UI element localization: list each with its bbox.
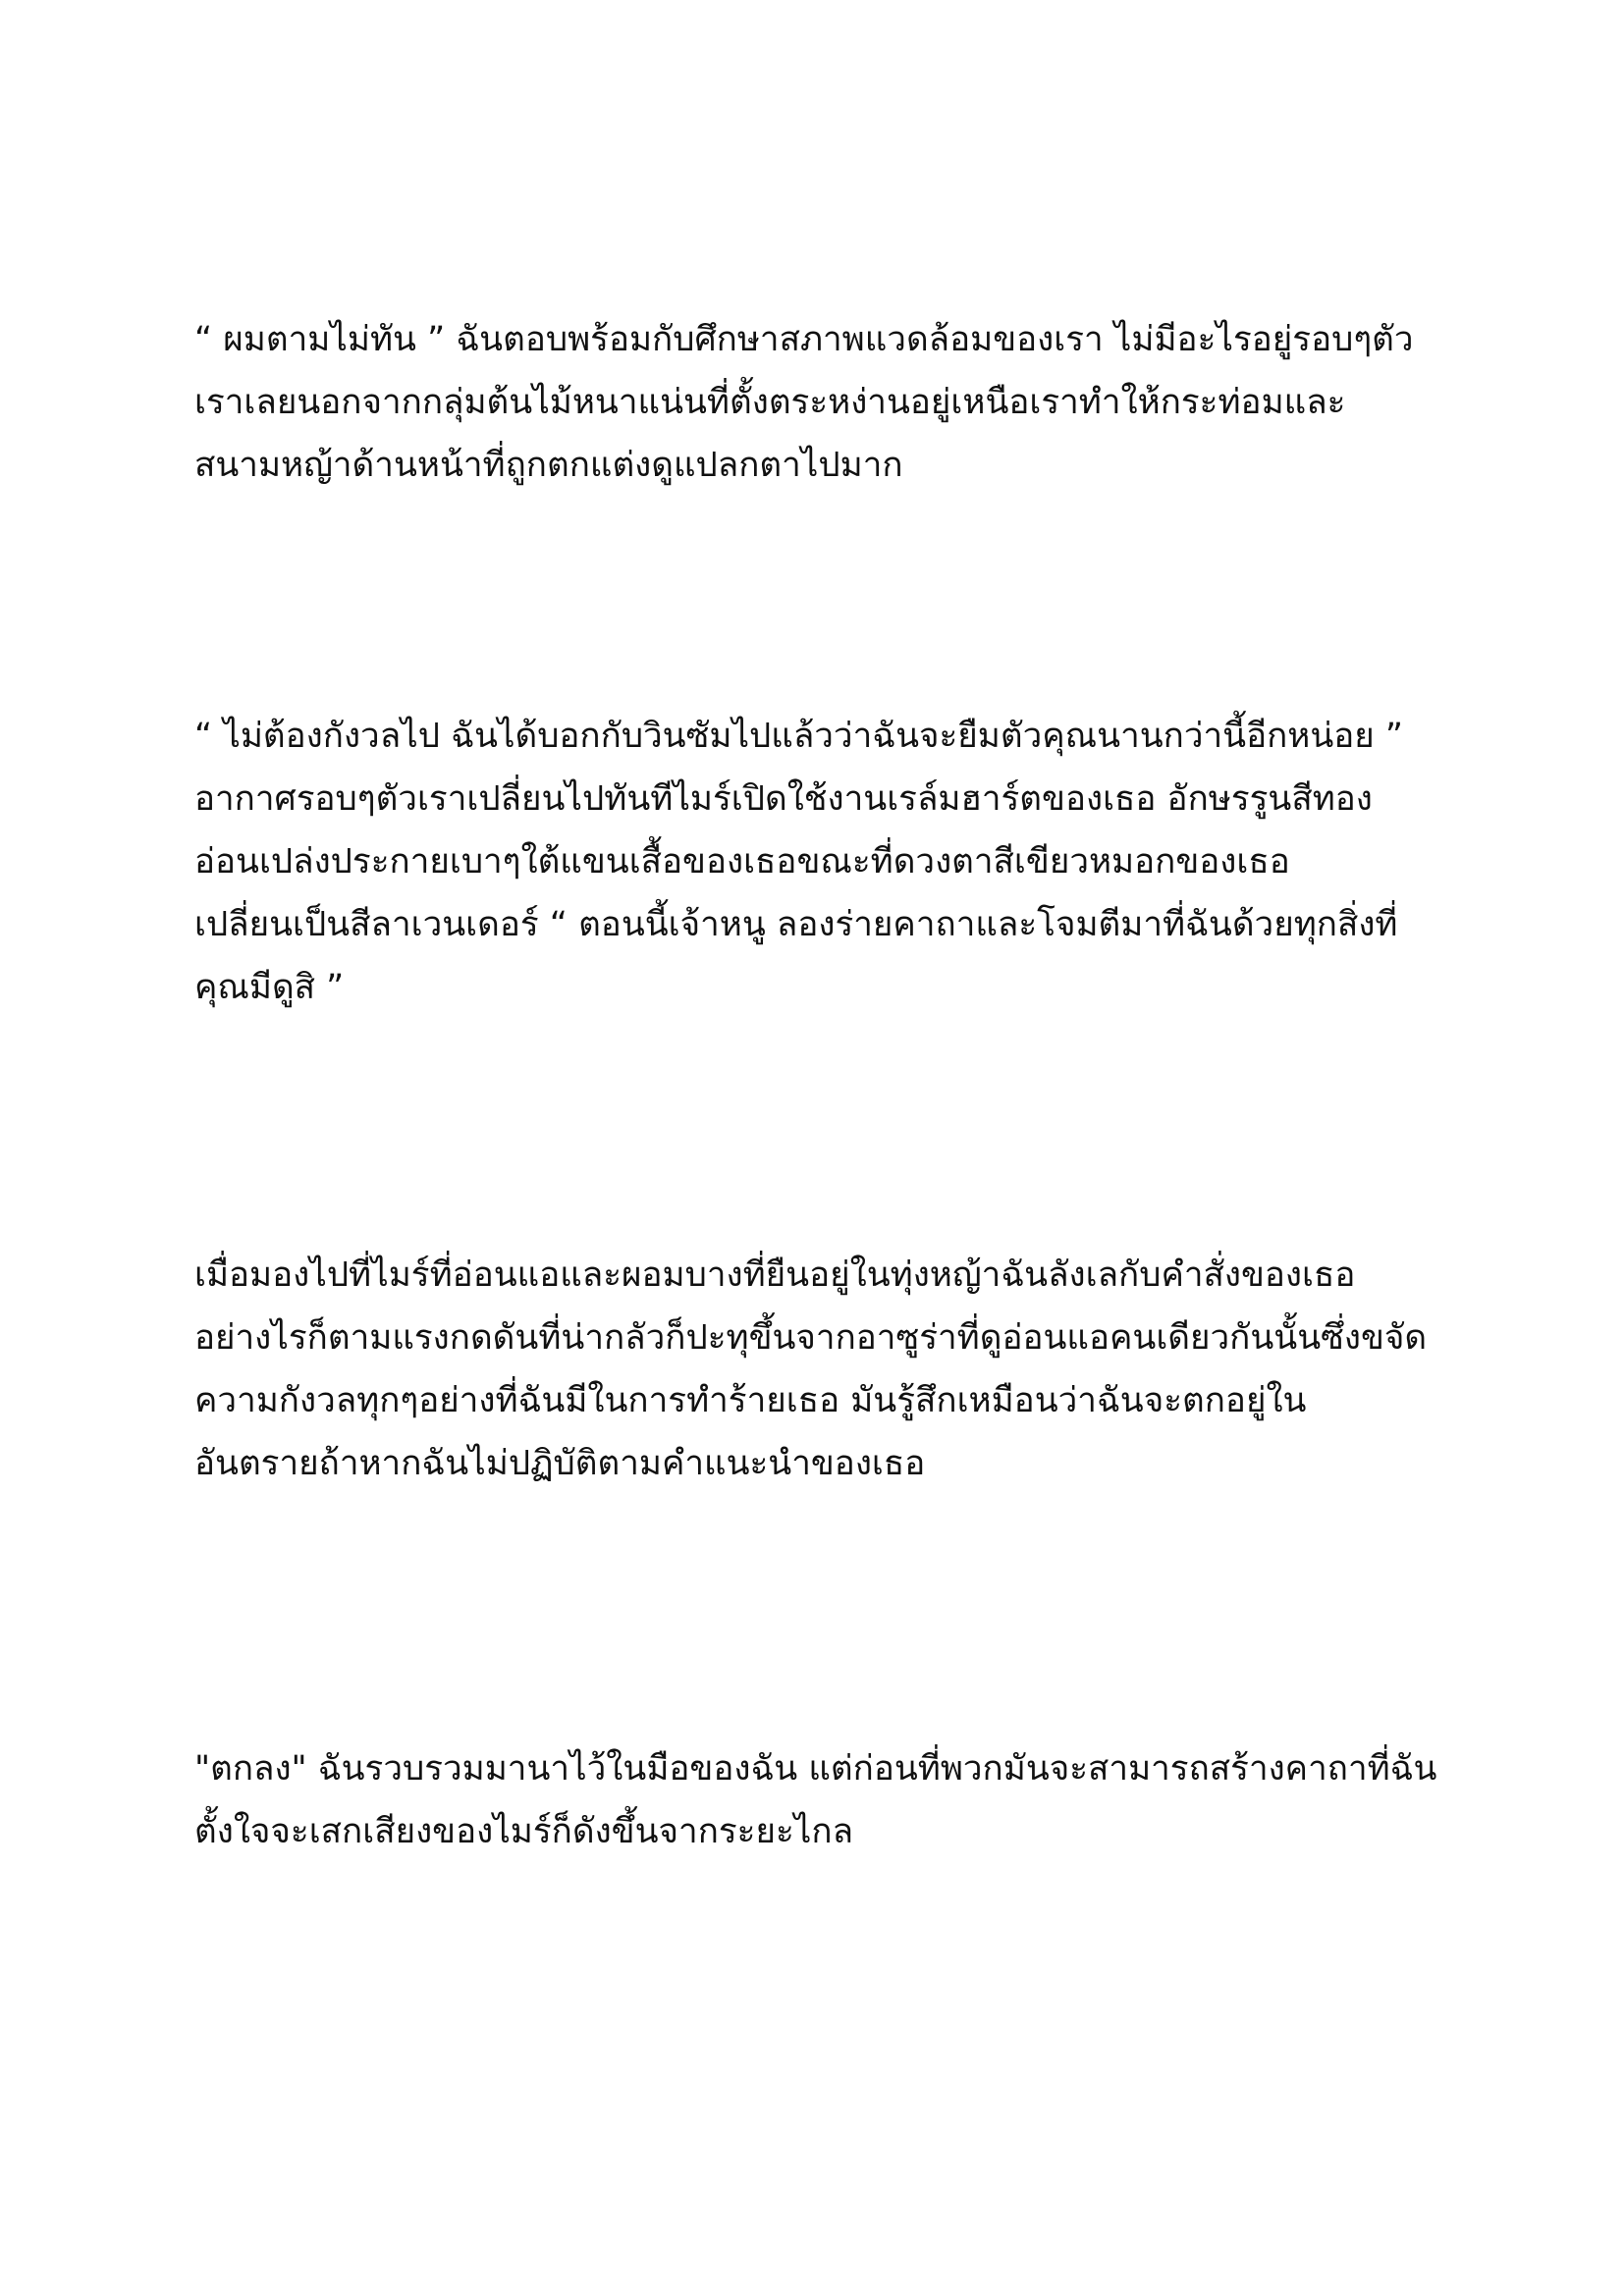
text-line: “ ไม่ต้องกังวลไป ฉันได้บอกกับวินซัมไปแล้วว่าฉันจะยืมตัวคุณนานกว่านี้อีกหน่อย ” bbox=[194, 717, 1404, 756]
paragraph-4 bbox=[194, 1737, 1451, 1863]
paragraph-1 bbox=[194, 308, 1451, 497]
text-line: เมื่อมองไปที่ไมร์ที่อ่อนแอและผอมบางที่ยืนอยู่ในทุ่งหญ้าฉันลังเลกับคำสั่งของเธอ bbox=[194, 1255, 1356, 1295]
text-line: อย่างไรก็ตามแรงกดดันที่น่ากลัวก็ปะทุขึ้นจากอาซูร่าที่ดูอ่อนแอคนเดียวกันนั้นซึ่งขจัด bbox=[194, 1318, 1428, 1358]
text-line: คุณมีดูสิ ” bbox=[194, 968, 345, 1007]
text-line: อ่อนเปล่งประกายเบาๆใต้แขนเสื้อของเธอขณะที่ดวงตาสีเขียวหมอกของเธอ bbox=[194, 842, 1290, 881]
text-line: ความกังวลทุกๆอย่างที่ฉันมีในการทำร้ายเธอ มันรู้สึกเหมือนว่าฉันจะตกอยู่ใน bbox=[194, 1381, 1307, 1420]
text-line: เราเลยนอกจากกลุ่มต้นไม้หนาแน่นที่ตั้งตระหง่านอยู่เหนือเราทำให้กระท่อมและ bbox=[194, 383, 1346, 422]
text-line: เปลี่ยนเป็นสีลาเวนเดอร์ “ ตอนนี้เจ้าหนู ลองร่ายคาถาและโจมตีมาที่ฉันด้วยทุกสิ่งที่ bbox=[194, 905, 1398, 944]
paragraph-3 bbox=[194, 1244, 1451, 1495]
paragraph-2 bbox=[194, 705, 1451, 1019]
text-line: "ตกลง" ฉันรวบรวมมานาไว้ในมือของฉัน แต่ก่อนที่พวกมันจะสามารถสร้างคาถาที่ฉัน bbox=[194, 1749, 1437, 1789]
text-line: “ ผมตามไม่ทัน ” ฉันตอบพร้อมกับศึกษาสภาพแวดล้อมของเรา ไม่มีอะไรอยู่รอบๆตัว bbox=[194, 320, 1414, 359]
text-line: ตั้งใจจะเสกเสียงของไมร์ก็ดังขึ้นจากระยะไกล bbox=[194, 1812, 854, 1851]
text-line: สนามหญ้าด้านหน้าที่ถูกตกแต่งดูแปลกตาไปมาก bbox=[194, 446, 903, 485]
text-line: อากาศรอบๆตัวเราเปลี่ยนไปทันทีไมร์เปิดใช้งานเรล์มฮาร์ตของเธอ อักษรรูนสีทอง bbox=[194, 779, 1373, 819]
text-line: อันตรายถ้าหากฉันไม่ปฏิบัติตามคำแนะนำของเธอ bbox=[194, 1444, 926, 1483]
